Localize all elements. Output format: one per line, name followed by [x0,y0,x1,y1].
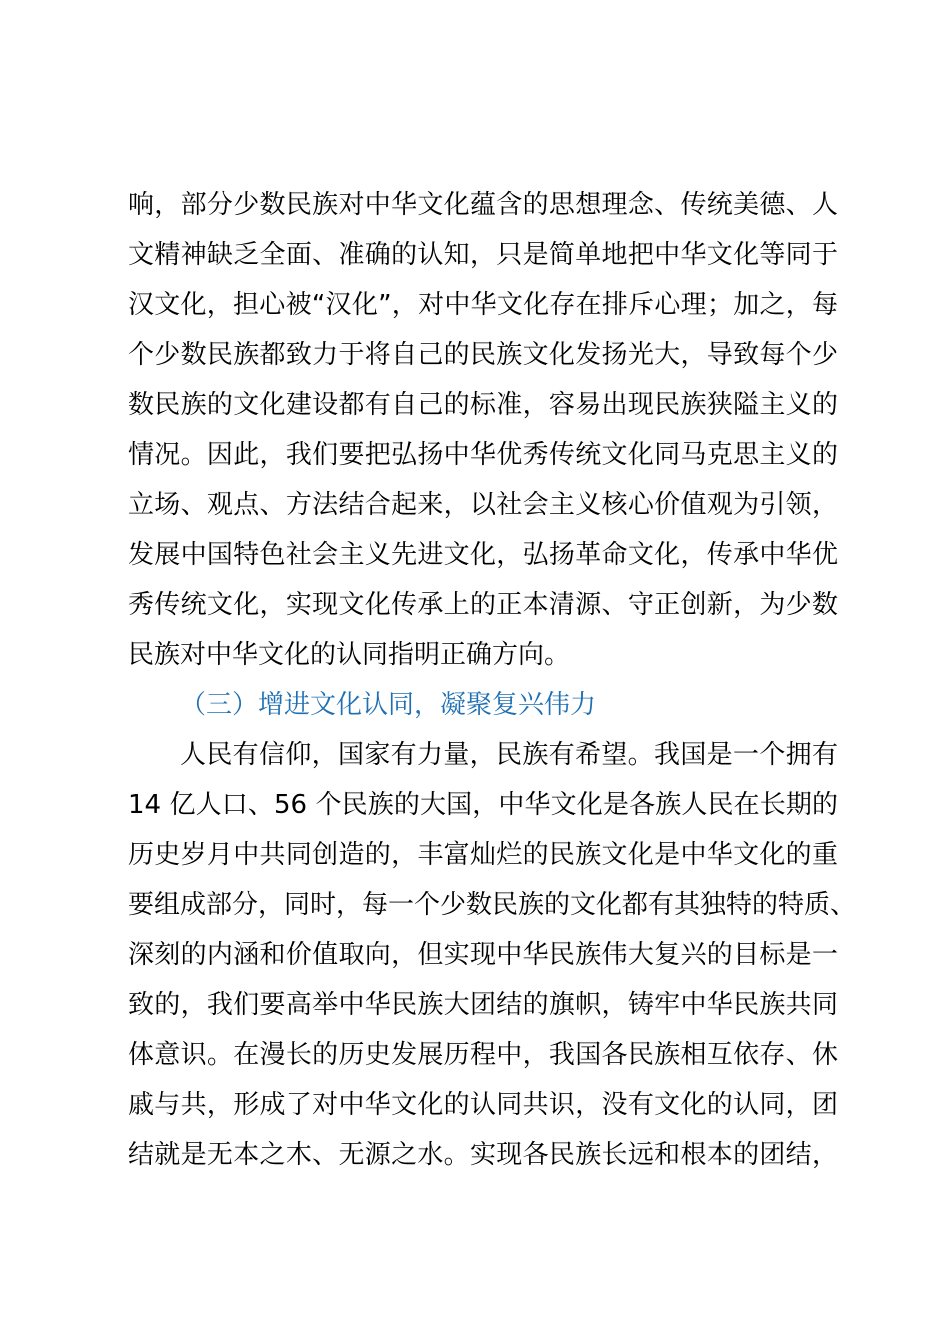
paragraph-2-line-9: 结就是无本之木、无源之水。实现各民族长远和根本的团结， [128,1140,838,1170]
paragraph-2-line-6: 致的，我们要高举中华民族大团结的旗帜，铸牢中华民族共同 [128,990,838,1020]
paragraph-2-line-8: 戚与共，形成了对中华文化的认同共识，没有文化的认同，团 [128,1090,838,1120]
paragraph-2-line-7: 体意识。在漫长的历史发展历程中，我国各民族相互依存、休 [128,1040,838,1070]
paragraph-1-line-1: 响，部分少数民族对中华文化蕴含的思想理念、传统美德、人 [128,190,838,220]
paragraph-2-line-5: 深刻的内涵和价值取向，但实现中华民族伟大复兴的目标是一 [128,940,838,970]
paragraph-1-line-3: 汉文化，担心被“汉化”，对中华文化存在排斥心理；加之，每 [128,290,838,320]
paragraph-1-line-4: 个少数民族都致力于将自己的民族文化发扬光大，导致每个少 [128,340,838,370]
paragraph-1-line-2: 文精神缺乏全面、准确的认知，只是简单地把中华文化等同于 [128,240,838,270]
paragraph-2-line-4: 要组成部分，同时，每一个少数民族的文化都有其独特的特质、 [128,890,857,920]
paragraph-1-line-10: 民族对中华文化的认同指明正确方向。 [128,640,571,670]
paragraph-2-line-2: 14 亿人口、56 个民族的大国，中华文化是各族人民在长期的 [128,790,838,820]
document-body [128,180,857,1180]
paragraph-1-line-7: 立场、观点、方法结合起来，以社会主义核心价值观为引领， [128,490,838,520]
paragraph-1-line-6: 情况。因此，我们要把弘扬中华优秀传统文化同马克思主义的 [128,440,838,470]
paragraph-2-line-3: 历史岁月中共同创造的，丰富灿烂的民族文化是中华文化的重 [128,840,838,870]
section-heading: （三）增进文化认同，凝聚复兴伟力 [180,690,597,720]
paragraph-2-line-1: 人民有信仰，国家有力量，民族有希望。我国是一个拥有 [180,740,838,770]
paragraph-1-line-8: 发展中国特色社会主义先进文化，弘扬革命文化，传承中华优 [128,540,838,570]
paragraph-1-line-5: 数民族的文化建设都有自己的标准，容易出现民族狭隘主义的 [128,390,838,420]
paragraph-1-line-9: 秀传统文化，实现文化传承上的正本清源、守正创新，为少数 [128,590,838,620]
